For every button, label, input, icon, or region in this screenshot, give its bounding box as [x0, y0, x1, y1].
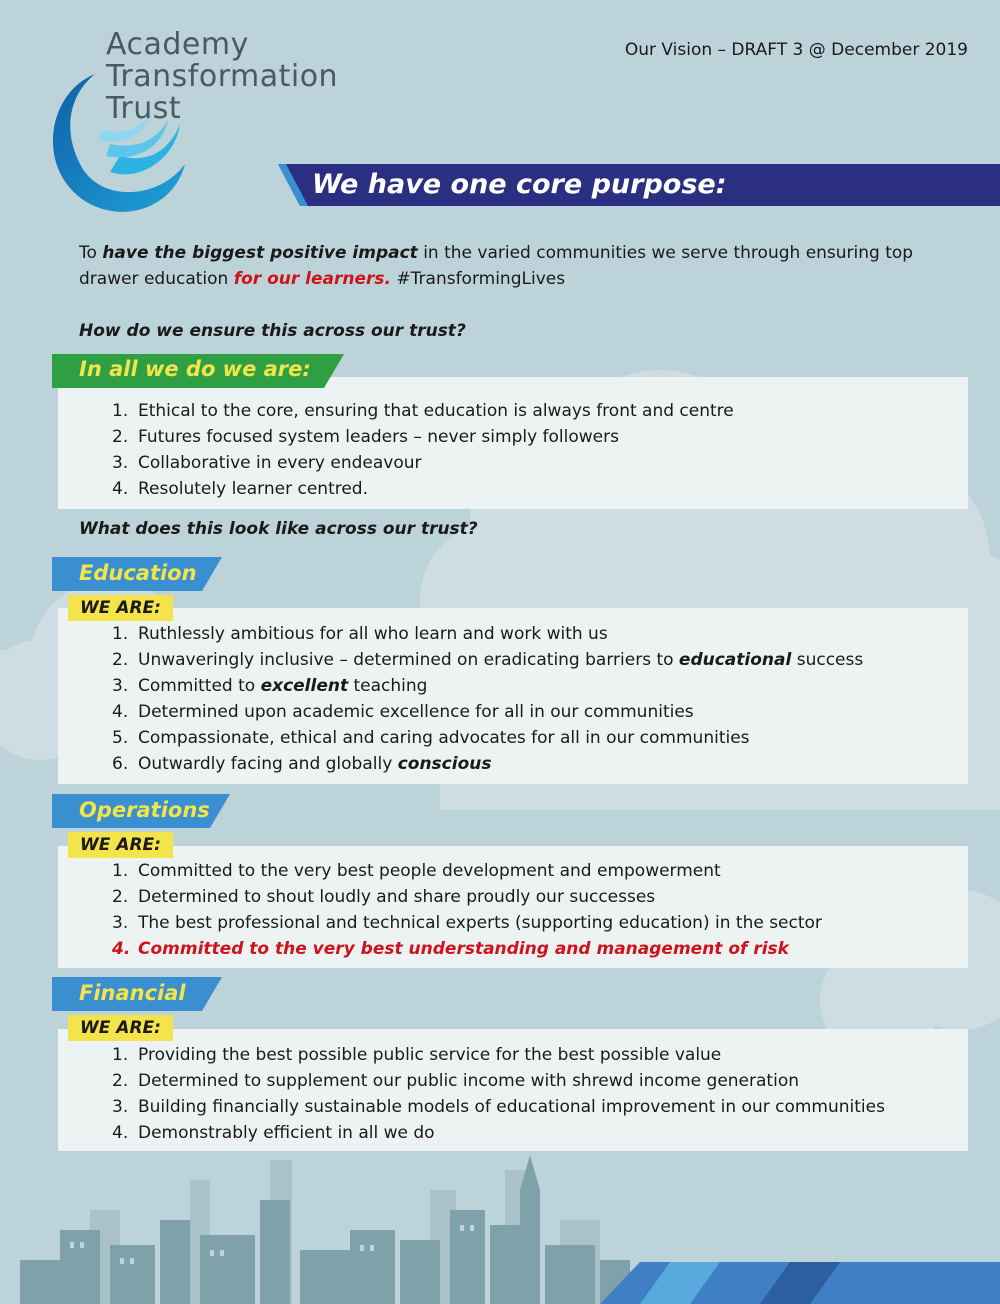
list-item: 1. Committed to the very best people development and empowerment — [112, 861, 721, 881]
list-item: 3. Building financially sustainable models of educational improvement in our communities — [112, 1097, 885, 1117]
financial-list — [112, 1042, 885, 1146]
logo-text-transformation: Transformation — [106, 59, 339, 94]
list-item: 4. Demonstrably efficient in all we do — [112, 1123, 435, 1143]
list-item: 3. Committed to excellent teaching — [112, 676, 428, 696]
education-we-are: WE ARE: — [68, 595, 173, 621]
list-item: 2. Determined to supplement our public income with shrewd income generation — [112, 1071, 799, 1091]
list-item: 2. Futures focused system leaders – never simply followers — [112, 427, 619, 447]
list-item: 1. Ruthlessly ambitious for all who learn and work with us — [112, 624, 608, 644]
education-list — [112, 621, 863, 777]
values-list — [112, 398, 734, 502]
purpose-title: We have one core purpose: — [312, 169, 727, 200]
list-item: 1. Providing the best possible public service for the best possible value — [112, 1045, 722, 1065]
education-tab-label: Education — [79, 561, 197, 585]
draft-note: Our Vision – DRAFT 3 @ December 2019 — [624, 40, 968, 60]
question-ensure: How do we ensure this across our trust? — [79, 321, 466, 341]
list-item: 2. Unwaveringly inclusive – determined on eradicating barriers to educational success — [112, 650, 864, 670]
operations-we-are: WE ARE: — [68, 832, 173, 858]
list-item: 5. Compassionate, ethical and caring advocates for all in our communities — [112, 728, 750, 748]
operations-list — [112, 858, 822, 962]
list-item: 1. Ethical to the core, ensuring that education is always front and centre — [112, 401, 734, 421]
operations-tab-label: Operations — [79, 798, 210, 822]
list-item: 4. Resolutely learner centred. — [112, 479, 369, 499]
list-item-highlight: 4. Committed to the very best understanding and management of risk — [112, 939, 789, 959]
financial-we-are: WE ARE: — [68, 1015, 173, 1041]
values-tab-label: In all we do we are: — [79, 357, 311, 381]
logo-text-academy: Academy — [106, 27, 249, 62]
question-look-like: What does this look like across our trust? — [79, 519, 478, 539]
list-item: 3. Collaborative in every endeavour — [112, 453, 422, 473]
list-item: 2. Determined to shout loudly and share proudly our successes — [112, 887, 656, 907]
purpose-statement: To have the biggest positive impact in the varied communities we serve through ensuring top drawer education for our learners. #TransformingLives — [79, 243, 914, 289]
city-skyline-illustration — [0, 1150, 1000, 1304]
list-item: 3. The best professional and technical experts (supporting education) in the sector — [112, 913, 822, 933]
list-item: 6. Outwardly facing and globally conscious — [112, 754, 492, 774]
list-item: 4. Determined upon academic excellence for all in our communities — [112, 702, 694, 722]
logo-text-trust: Trust — [106, 91, 182, 126]
financial-tab-label: Financial — [79, 981, 186, 1005]
